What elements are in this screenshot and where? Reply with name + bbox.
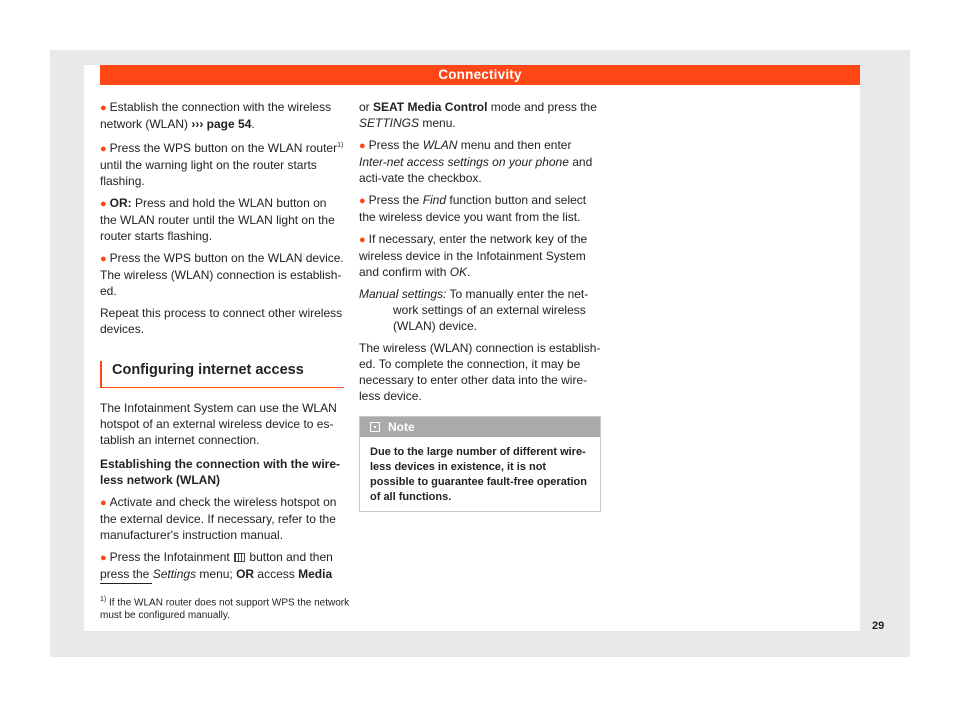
page-number: 29 xyxy=(872,620,885,632)
chapter-header xyxy=(100,65,860,85)
footnote: $^{1)}$ If the WLAN router does not support WPS the network must be configured manually. xyxy=(100,596,350,622)
bullet-dot-icon: ● xyxy=(100,497,107,509)
note-box xyxy=(359,416,601,512)
section-heading: Configuring internet access xyxy=(100,361,344,388)
list-item: ● Press the WLAN menu and then enter Inter-net access settings on your phone and acti-vate the checkbox. xyxy=(359,138,593,185)
footnote-marker: 1) xyxy=(337,142,344,149)
paragraph: Repeat this process to connect other wireless devices. xyxy=(100,306,343,336)
left-column xyxy=(100,99,344,588)
bullet-dot-icon: ● xyxy=(359,234,366,246)
subheading: Establishing the connection with the wire-less network (WLAN) xyxy=(100,457,341,487)
list-item: ● Establish the connection with the wireless network (WLAN) ››› page 54. xyxy=(100,100,332,131)
note-icon xyxy=(370,422,380,432)
bullet-dot-icon: ● xyxy=(359,195,366,207)
bullet-dot-icon: ● xyxy=(100,552,107,564)
paragraph: The Infotainment System can use the WLAN hotspot of an external wireless device to es-tablish an internet connection. xyxy=(100,401,337,447)
infotainment-button-icon xyxy=(234,553,245,562)
chapter-title: Connectivity xyxy=(438,67,522,82)
list-item: ● If necessary, enter the network key of the wireless device in the Infotainment System and confirm with OK. xyxy=(359,232,588,279)
manual-settings-entry: Manual settings: To manually enter the net-work settings of an external wireless (WLAN) device. xyxy=(359,287,589,333)
list-item: ● Press the Find function button and select the wireless device you want from the list. xyxy=(359,193,587,224)
list-item: ● Press the WPS button on the WLAN router$^{1)}$ until the warning light on the router starts flashing. xyxy=(100,141,344,188)
footnote-divider xyxy=(100,583,152,584)
paragraph: or SEAT Media Control mode and press the SETTINGS menu. xyxy=(359,100,597,130)
page-link[interactable]: ››› page 54 xyxy=(191,117,252,131)
paragraph: The wireless (WLAN) connection is establish-ed. To complete the connection, it may be necessary to enter other data into the wire-less device. xyxy=(359,341,601,403)
middle-column xyxy=(359,99,601,512)
list-item: ● Press the WPS button on the WLAN device. The wireless (WLAN) connection is establish-ed. xyxy=(100,251,344,298)
list-item: ● Press the Infotainment button and then press the Settings menu; OR access Media xyxy=(100,550,333,581)
bullet-dot-icon: ● xyxy=(359,140,366,152)
list-item: ● Activate and check the wireless hotspot on the external device. If necessary, refer to the manufacturer's instruction manual. xyxy=(100,495,337,542)
note-header: Note xyxy=(360,417,600,437)
bullet-dot-icon: ● xyxy=(100,253,107,265)
bullet-dot-icon: ● xyxy=(100,143,107,155)
bullet-dot-icon: ● xyxy=(100,102,107,114)
list-item: ● OR: Press and hold the WLAN button on the WLAN router until the WLAN light on the router starts flashing. xyxy=(100,196,335,243)
bullet-dot-icon: ● xyxy=(100,198,107,210)
note-body: Due to the large number of different wire-less devices in existence, it is not possible to guarantee fault-free operation of all functions. xyxy=(370,446,587,503)
